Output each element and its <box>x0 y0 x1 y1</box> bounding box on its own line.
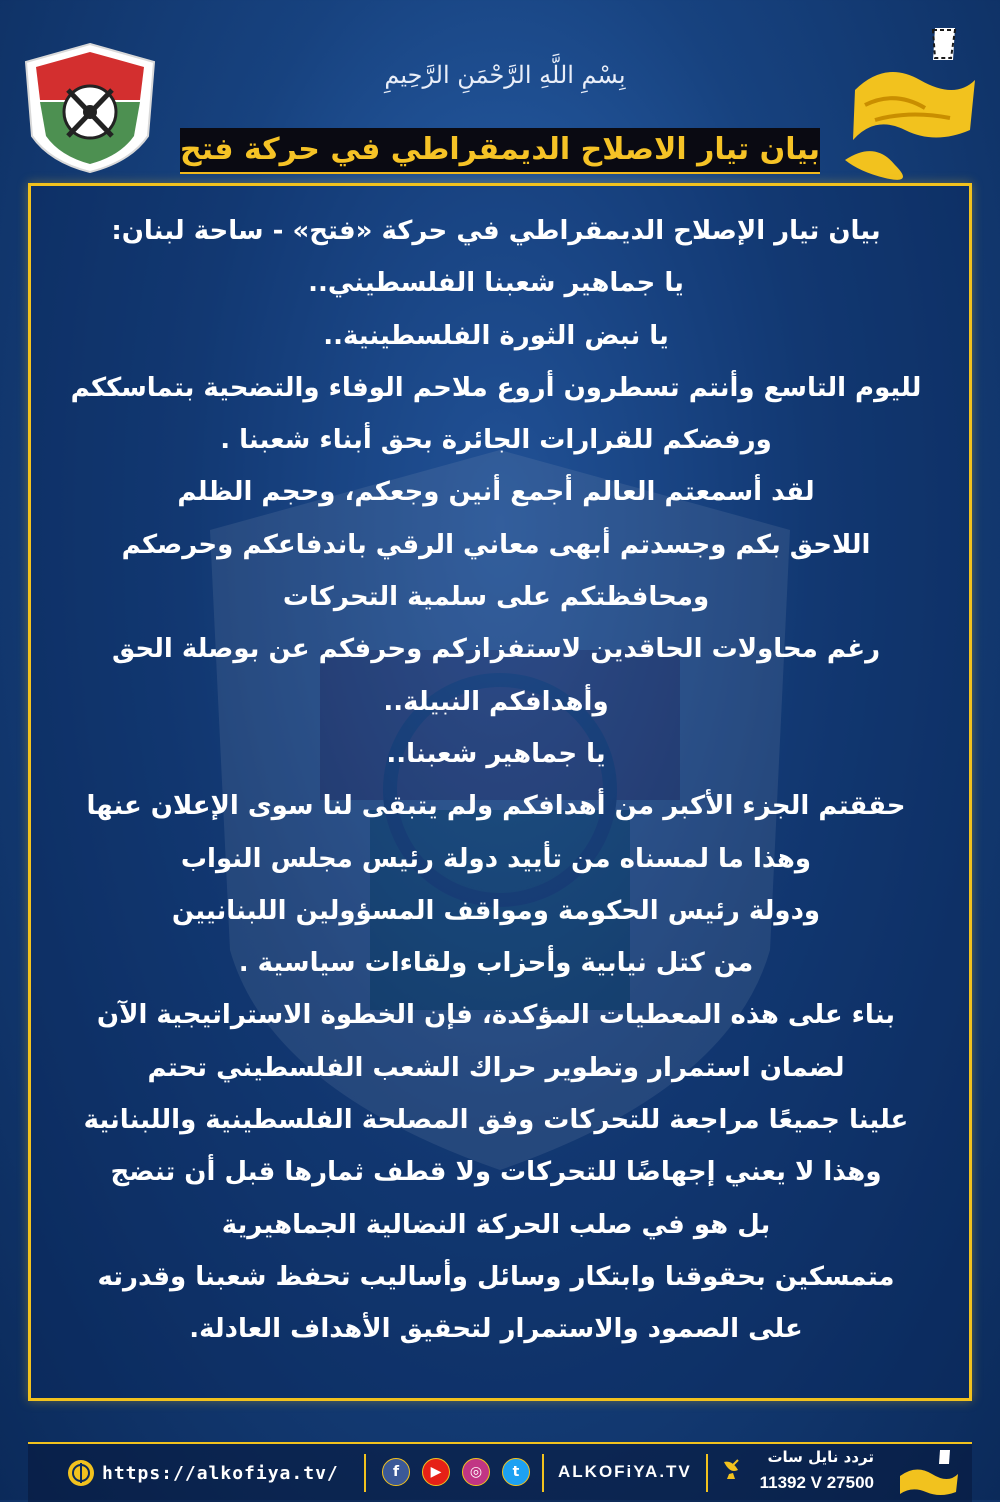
satellite-dish-icon <box>720 1456 744 1480</box>
statement-line: لقد أسمعتم العالم أجمع أنين وجعكم، وحجم الظلم <box>177 477 815 508</box>
statement-line: رغم محاولات الحاقدين لاستفزازكم وحرفكم عن بوصلة الحق <box>111 634 881 665</box>
page-title: بيان تيار الاصلاح الديمقراطي في حركة فتح <box>180 132 820 167</box>
statement-line: متمسكين بحقوقنا وابتكار وسائل وأساليب تحفظ شعبنا وقدرته <box>97 1261 895 1292</box>
footer-divider <box>706 1454 708 1492</box>
brand-name: ALKOFiYA.TV <box>558 1462 692 1481</box>
statement-line: ورفضكم للقرارات الجائرة بحق أبناء شعبنا . <box>220 425 772 456</box>
statement-line: من كتل نيابية وأحزاب ولقاءات سياسية . <box>238 948 754 979</box>
social-links <box>382 1458 530 1486</box>
statement-line: بيان تيار الإصلاح الديمقراطي في حركة «فتح» - ساحة لبنان: <box>111 216 881 246</box>
statement-line: ومحافظتكم على سلمية التحركات <box>282 582 710 613</box>
statement-line: يا جماهير شعبنا.. <box>386 738 606 769</box>
statement-line: حققتم الجزء الأكبر من أهدافكم ولم يتبقى لنا سوى الإعلان عنها <box>86 791 906 822</box>
instagram-icon[interactable]: ◎ <box>462 1458 490 1486</box>
statement-line: وهذا لا يعني إجهاضًا للتحركات ولا قطف ثمارها قبل أن تنضج <box>110 1157 882 1188</box>
frequency-value: 11392 V 27500 <box>759 1473 874 1492</box>
basmala: بِسْمِ اللَّهِ الرَّحْمَنِ الرَّحِيمِ <box>384 61 626 89</box>
statement-line: بل هو في صلب الحركة النضالية الجماهيرية <box>221 1209 771 1240</box>
statement-line: لضمان استمرار وتطوير حراك الشعب الفلسطيني تحتم <box>147 1052 845 1083</box>
statement-line: اللاحق بكم وجسدتم أبهى معاني الرقي باندفاعكم وحرصكم <box>121 529 871 560</box>
fatah-logo <box>20 40 160 175</box>
title-bar <box>180 128 820 174</box>
globe-icon <box>68 1460 94 1486</box>
statement-line: وهذا ما لمسناه من تأييد دولة رئيس مجلس النواب <box>180 843 812 874</box>
statement-line: لليوم التاسع وأنتم تسطرون أروع ملاحم الوفاء والتضحية بتماسككم <box>70 372 922 403</box>
statement-line: على الصمود والاستمرار لتحقيق الأهداف العادلة. <box>189 1314 803 1345</box>
header <box>0 0 1000 180</box>
footer <box>28 1442 972 1502</box>
frequency-info <box>718 1448 878 1498</box>
alkofiya-logo <box>835 20 985 180</box>
statement-line: ودولة رئيس الحكومة ومواقف المسؤولين اللبنانيين <box>171 895 821 926</box>
statement-line: بناء على هذه المعطيات المؤكدة، فإن الخطوة الاستراتيجية الآن <box>96 1000 896 1031</box>
website-link[interactable] <box>68 1458 339 1488</box>
statement-body <box>38 205 954 1355</box>
footer-divider <box>364 1454 366 1492</box>
footer-divider <box>542 1454 544 1492</box>
statement-line: يا نبض الثورة الفلسطينية.. <box>323 320 669 351</box>
statement-line: يا جماهير شعبنا الفلسطيني.. <box>308 268 684 299</box>
youtube-icon[interactable]: ▶ <box>422 1458 450 1486</box>
statement-line: وأهدافكم النبيلة.. <box>383 686 609 717</box>
website-url[interactable]: https://alkofiya.tv/ <box>102 1462 339 1484</box>
frequency-label: تردد نايل سات <box>767 1448 874 1466</box>
alkofiya-footer-logo <box>892 1448 962 1498</box>
facebook-icon[interactable]: f <box>382 1458 410 1486</box>
twitter-icon[interactable]: t <box>502 1458 530 1486</box>
statement-line: علينا جميعًا مراجعة للتحركات وفق المصلحة الفلسطينية واللبنانية <box>83 1105 909 1136</box>
